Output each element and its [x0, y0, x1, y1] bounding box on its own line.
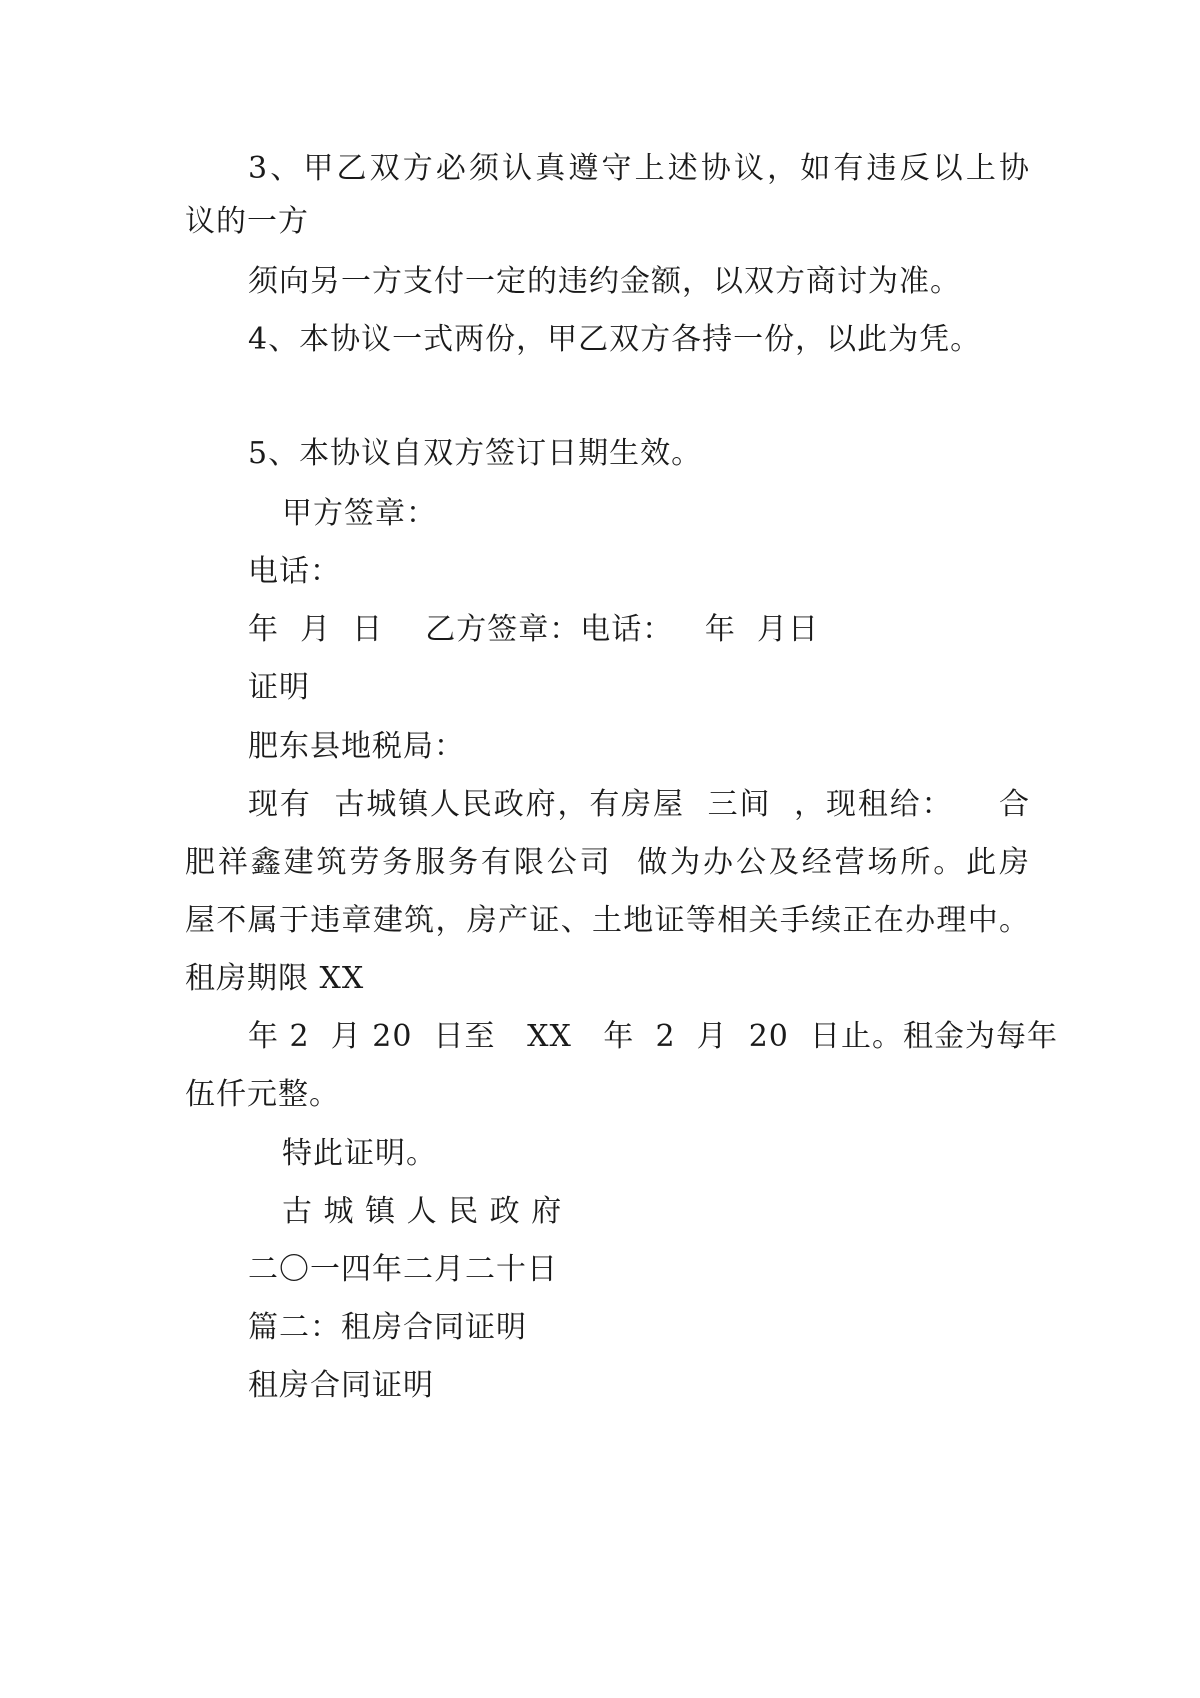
issuer-name: 古 城 镇 人 民 政 府	[282, 1194, 563, 1229]
clause-3-line-3: 须向另一方支付一定的违约金额，以双方商讨为准。	[248, 264, 961, 299]
date-and-party-b-signature: 年 月 日 乙方签章：电话： 年 月日	[248, 612, 819, 647]
clause-4: 4、本协议一式两份，甲乙双方各持一份，以此为凭。	[248, 322, 982, 357]
body-line-1: 现有 古城镇人民政府，有房屋 三间 ，现租给： 合	[248, 787, 1030, 822]
phone-label: 电话：	[248, 554, 341, 589]
certificate-heading: 证明	[248, 670, 310, 705]
clause-3-line-2: 议的一方	[185, 204, 309, 239]
body-line-5: 年 2 月 20 日至 XX 年 2 月 20 日止。租金为每年	[248, 1019, 1058, 1054]
body-line-4: 租房期限 XX	[185, 961, 365, 996]
section-two-title: 租房合同证明	[248, 1368, 434, 1403]
clause-3-line-1: 3、甲乙双方必须认真遵守上述协议，如有违反以上协	[248, 151, 1030, 186]
body-line-6: 伍仟元整。	[185, 1077, 340, 1112]
clause-5: 5、本协议自双方签订日期生效。	[248, 436, 703, 471]
closing-statement: 特此证明。	[282, 1136, 437, 1171]
issue-date: 二〇一四年二月二十日	[248, 1252, 558, 1287]
body-line-3: 屋不属于违章建筑，房产证、土地证等相关手续正在办理中。	[185, 903, 1030, 938]
party-a-signature-label: 甲方签章：	[282, 496, 437, 531]
section-two-heading: 篇二：租房合同证明	[248, 1310, 527, 1345]
body-line-2: 肥祥鑫建筑劳务服务有限公司 做为办公及经营场所。此房	[185, 845, 1030, 880]
recipient-line: 肥东县地税局：	[248, 729, 465, 764]
